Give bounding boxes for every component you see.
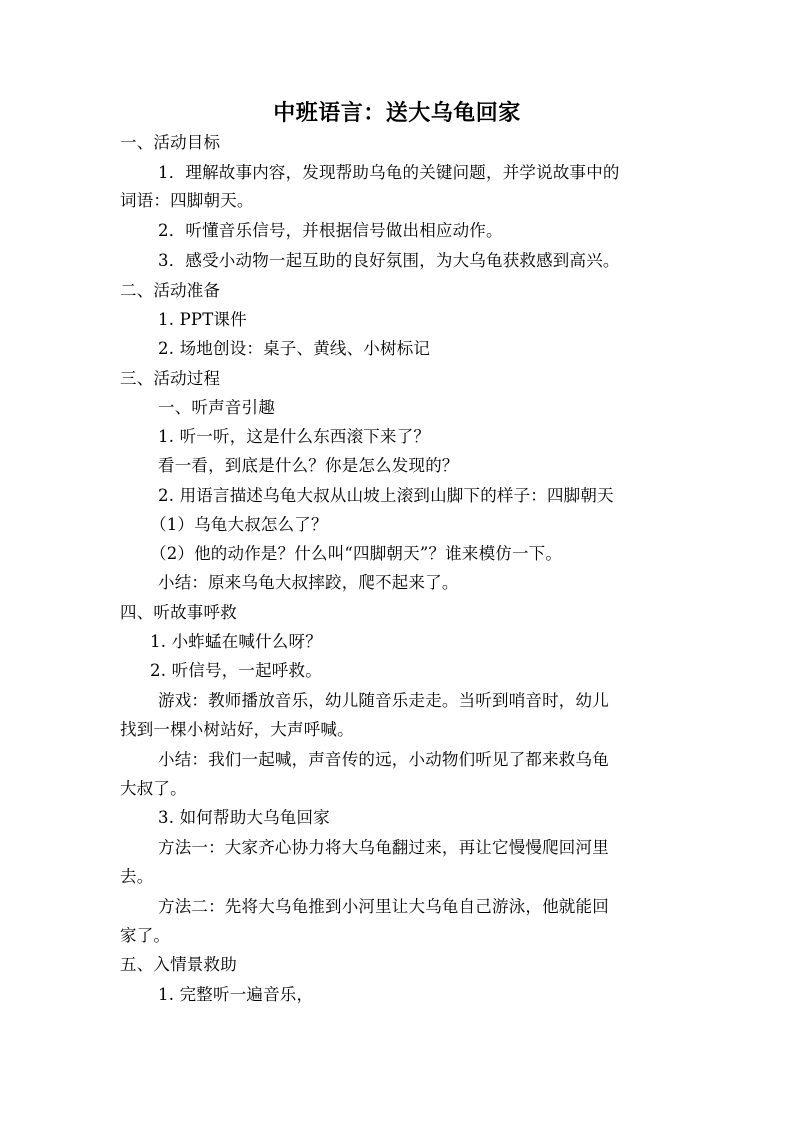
story-method-1: 方法一：大家齐心协力将大乌龟翻过来，再让它慢慢爬回河里 (158, 838, 609, 857)
goal-item-2: 2．听懂音乐信号，并根据信号做出相应动作。 (158, 221, 503, 240)
prep-item-2: 2. 场地创设：桌子、黄线、小树标记 (158, 339, 431, 358)
goal-item-1-cont: 词语：四脚朝天。 (120, 191, 254, 210)
process-question-2: （2）他的动作是？什么叫“四脚朝天”？谁来模仿一下。 (150, 544, 563, 563)
process-question-1: （1）乌龟大叔怎么了？ (150, 515, 328, 534)
story-summary-cont: 大叔了。 (120, 779, 187, 798)
story-game: 游戏：教师播放音乐，幼儿随音乐走走。当听到哨音时，幼儿 (158, 691, 609, 710)
section-heading-process: 三、活动过程 (120, 369, 221, 388)
section-heading-rescue: 五、入情景救助 (120, 955, 237, 974)
story-method-1-cont: 去。 (120, 867, 154, 886)
process-item-1: 1. 听一听，这是什么东西滚下来了？ (158, 427, 431, 446)
process-item-2: 2. 用语言描述乌龟大叔从山坡上滚到山脚下的样子：四脚朝天 (158, 486, 614, 505)
section-heading-goals: 一、活动目标 (120, 133, 221, 152)
rescue-item-1: 1. 完整听一遍音乐， (158, 985, 314, 1004)
story-item-2: 2. 听信号，一起呼救。 (150, 661, 322, 680)
process-subheading-1: 一、听声音引趣 (158, 398, 275, 417)
story-method-2: 方法二：先将大乌龟推到小河里让大乌龟自己游泳，他就能回 (158, 897, 609, 916)
story-item-3: 3. 如何帮助大乌龟回家 (158, 808, 330, 827)
goal-item-3: 3．感受小动物一起互助的良好氛围，为大乌龟获救感到高兴。 (158, 251, 620, 270)
story-method-2-cont: 家了。 (120, 926, 171, 945)
prep-item-1: 1. PPT课件 (158, 310, 247, 329)
goal-item-1: 1．理解故事内容，发现帮助乌龟的关键问题，并学说故事中的 (158, 163, 620, 182)
process-summary: 小结：原来乌龟大叔摔跤，爬不起来了。 (158, 573, 459, 592)
page-title: 中班语言：送大乌龟回家 (273, 100, 521, 126)
story-item-1: 1. 小蚱蜢在喊什么呀？ (150, 632, 322, 651)
process-item-1-cont: 看一看，到底是什么？你是怎么发现的？ (158, 456, 459, 475)
section-heading-prep: 二、活动准备 (120, 281, 221, 300)
story-game-cont: 找到一棵小树站好，大声呼喊。 (120, 720, 354, 739)
story-summary: 小结：我们一起喊，声音传的远，小动物们听见了都来救乌龟 (158, 750, 609, 769)
section-heading-story: 四、听故事呼救 (120, 603, 237, 622)
